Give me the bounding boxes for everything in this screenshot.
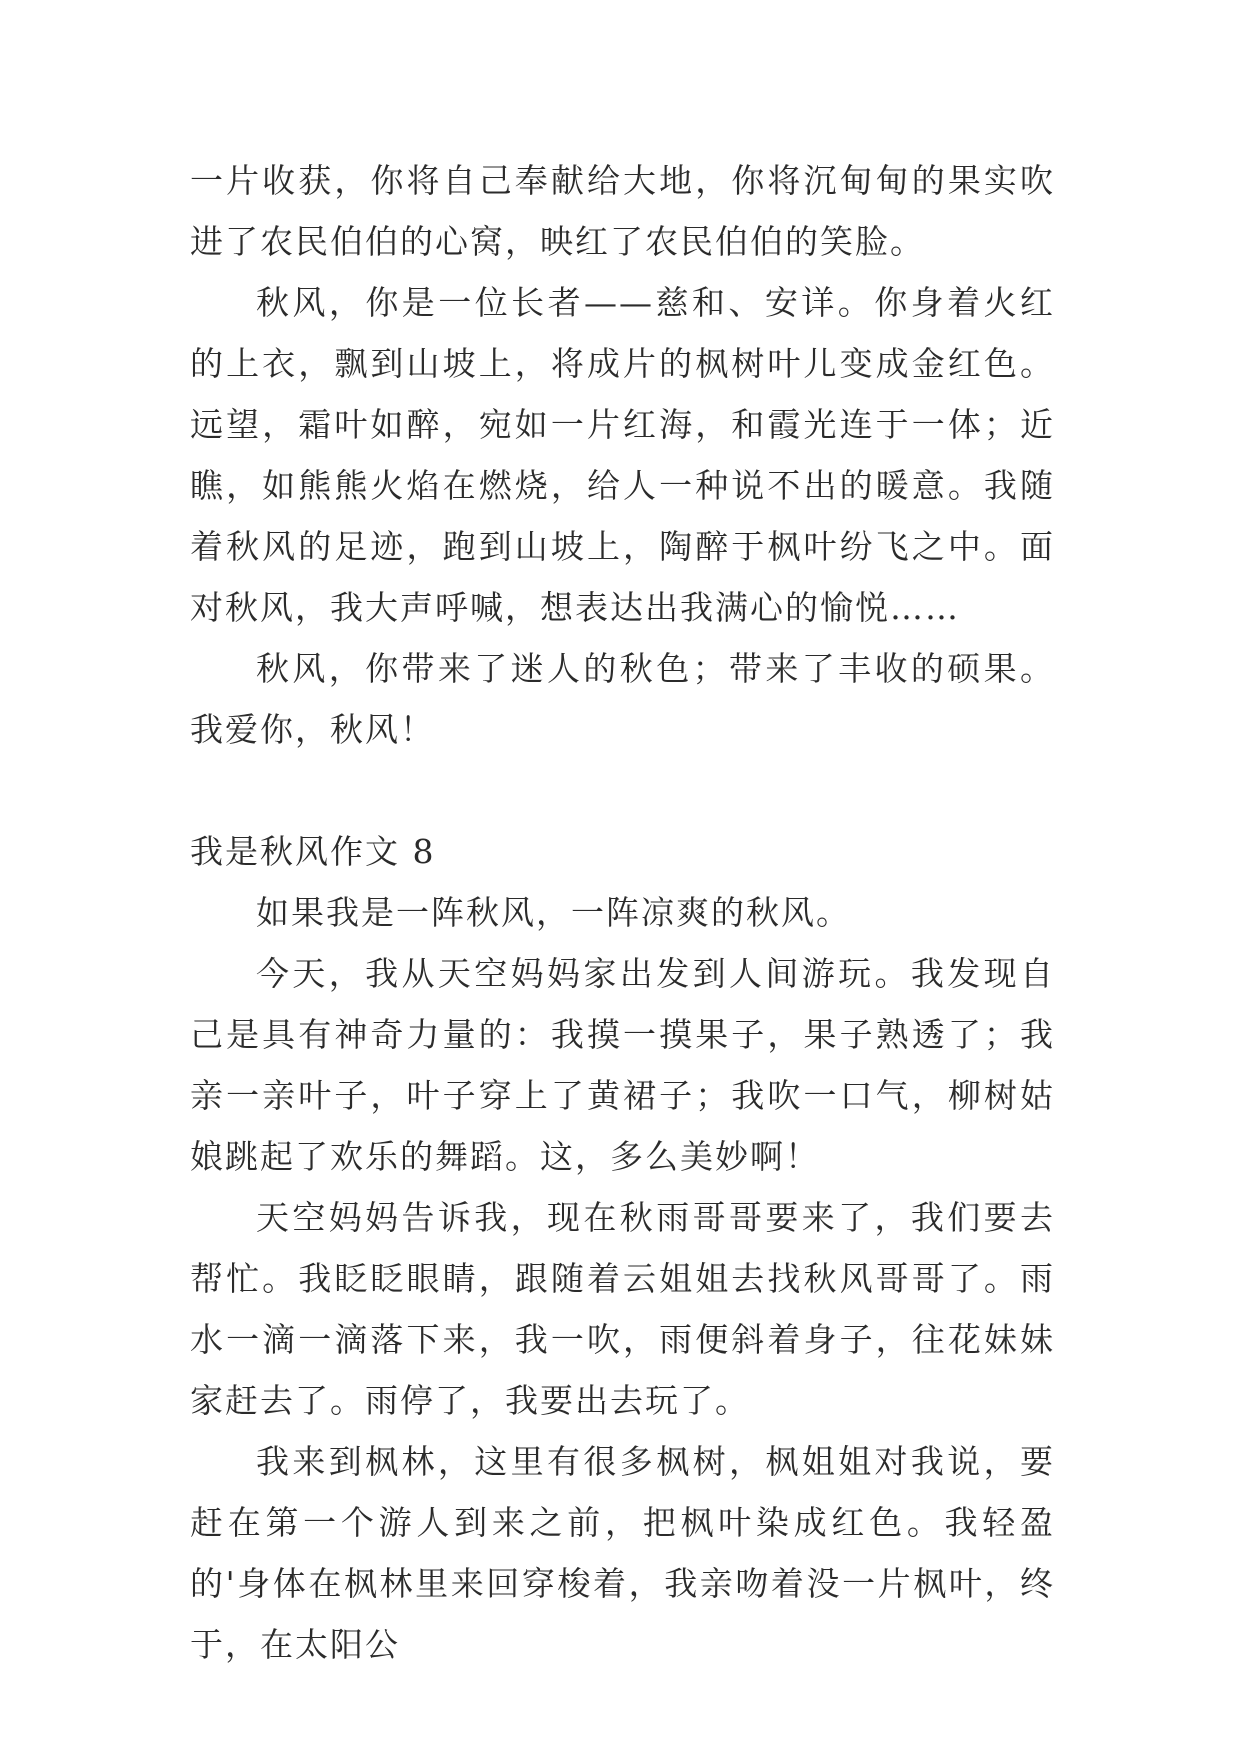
section-spacer [190, 760, 1055, 821]
paragraph-today: 今天，我从天空妈妈家出发到人间游玩。我发现自己是具有神奇力量的：我摸一摸果子，果子熟透了；我亲一亲叶子，叶子穿上了黄裙子；我吹一口气，柳树姑娘跳起了欢乐的舞蹈。这，多么美妙啊！ [190, 954, 1055, 1176]
document-page [190, 150, 1055, 1675]
paragraph-elder: 秋风，你是一位长者——慈和、安详。你身着火红的上衣，飘到山坡上，将成片的枫树叶儿变成金红色。远望，霜叶如醉，宛如一片红海，和霞光连于一体；近瞧，如熊熊火焰在燃烧，给人一种说不出的暖意。我随着秋风的足迹，跑到山坡上，陶醉于枫叶纷飞之中。面对秋风，我大声呼喊，想表达出我满心的愉悦…… [190, 283, 1055, 627]
paragraph-love-autumn-wind: 秋风，你带来了迷人的秋色；带来了丰收的硕果。我爱你，秋风！ [190, 649, 1055, 749]
paragraph-if-i-were: 如果我是一阵秋风，一阵凉爽的秋风。 [256, 893, 851, 932]
section-title: 我是秋风作文 8 [190, 832, 436, 871]
paragraph-harvest: 一片收获，你将自己奉献给大地，你将沉甸甸的果实吹进了农民伯伯的心窝，映红了农民伯伯的笑脸。 [190, 161, 1055, 261]
paragraph-sky-mother: 天空妈妈告诉我，现在秋雨哥哥要来了，我们要去帮忙。我眨眨眼睛，跟随着云姐姐去找秋风哥哥了。雨水一滴一滴落下来，我一吹，雨便斜着身子，往花妹妹家赶去了。雨停了，我要出去玩了。 [190, 1198, 1055, 1420]
paragraph-maple-forest: 我来到枫林，这里有很多枫树，枫姐姐对我说，要赶在第一个游人到来之前，把枫叶染成红色。我轻盈的'身体在枫林里来回穿梭着，我亲吻着没一片枫叶，终于，在太阳公 [190, 1442, 1055, 1664]
